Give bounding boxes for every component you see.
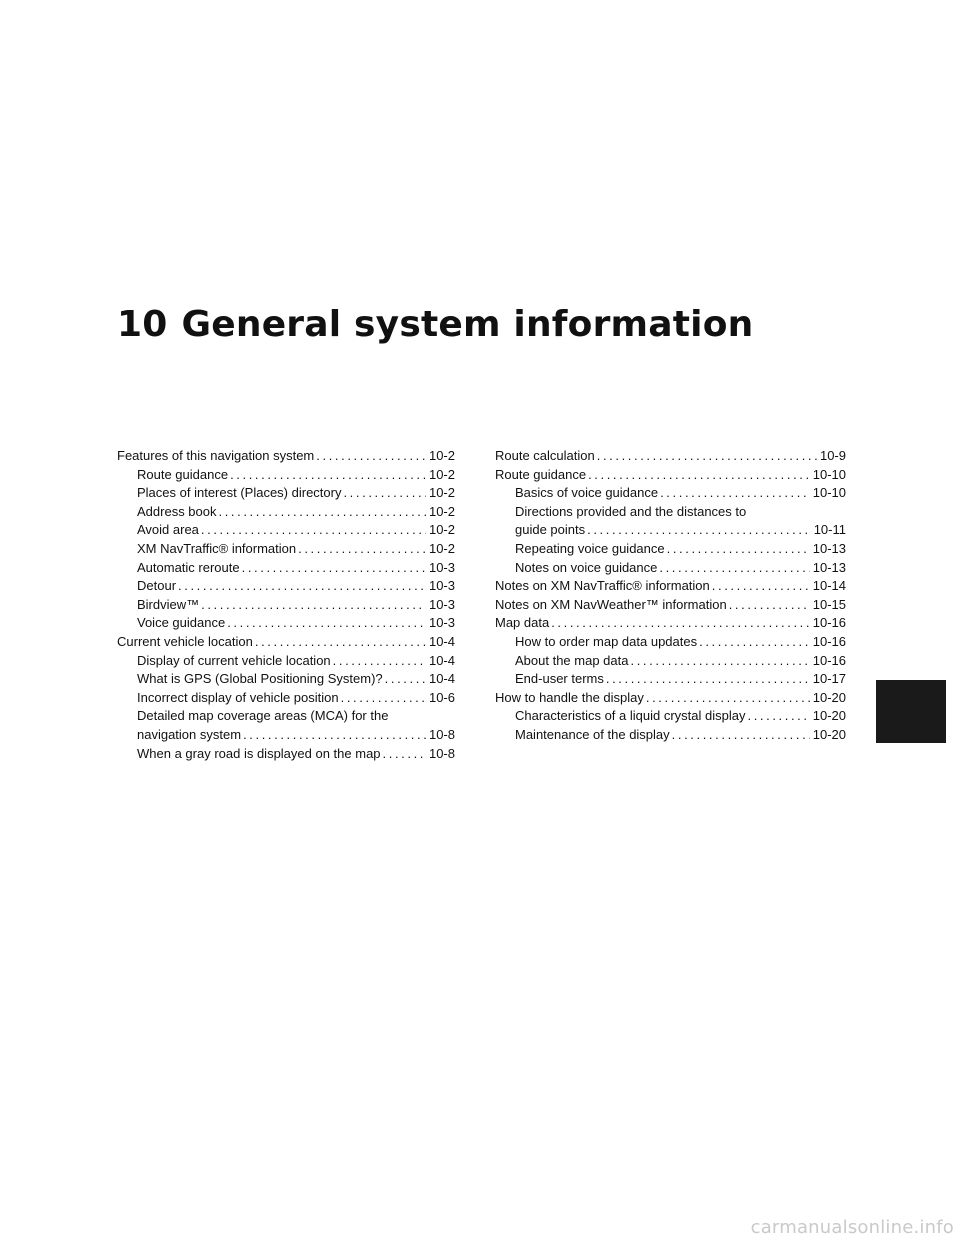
watermark: carmanualsonline.info xyxy=(750,1217,954,1238)
toc-entry[interactable] xyxy=(117,633,455,652)
toc-leader-dots xyxy=(667,540,810,559)
toc-page-number: 10-11 xyxy=(813,522,846,538)
chapter-number: 10 xyxy=(117,304,168,345)
toc-page-number: 10-4 xyxy=(428,633,455,649)
toc-leader-dots xyxy=(712,577,810,596)
toc-leader-dots xyxy=(178,577,426,596)
toc-leader-dots xyxy=(333,652,426,671)
toc-leader-dots xyxy=(588,466,810,485)
toc-page-number: 10-15 xyxy=(812,596,846,612)
toc-entry-label: Route guidance xyxy=(137,466,229,482)
toc-subentry[interactable] xyxy=(117,503,455,522)
toc-entry-label: Route guidance xyxy=(495,466,587,482)
chapter-title-text: General system information xyxy=(181,304,754,345)
toc-entry[interactable] xyxy=(495,614,846,633)
toc-page-number: 10-13 xyxy=(812,559,846,575)
toc-entry-label: Notes on XM NavTraffic® information xyxy=(495,578,710,594)
toc-entry-label: navigation system xyxy=(137,726,242,742)
toc-page-number: 10-6 xyxy=(428,689,455,705)
toc-subentry[interactable] xyxy=(495,559,846,578)
toc-leader-dots xyxy=(316,447,426,466)
toc-entry-label: Map data xyxy=(495,615,550,631)
toc-page-number: 10-2 xyxy=(428,540,455,556)
toc-page-number: 10-13 xyxy=(812,540,846,556)
toc-leader-dots xyxy=(659,559,809,578)
toc-page-number: 10-9 xyxy=(819,448,846,463)
toc-entry-label: Maintenance of the display xyxy=(515,726,670,742)
toc-leader-dots xyxy=(227,614,426,633)
toc-entry-label: Automatic reroute xyxy=(137,559,240,575)
toc-leader-dots xyxy=(219,503,426,522)
toc-subentry[interactable] xyxy=(495,521,846,540)
toc-page-number: 10-8 xyxy=(428,745,455,761)
toc-leader-dots xyxy=(341,689,426,708)
toc-leader-dots xyxy=(587,521,811,540)
toc-leader-dots xyxy=(201,521,426,540)
toc-left-column xyxy=(117,447,455,763)
toc-entry[interactable] xyxy=(495,577,846,596)
toc-page-number: 10-2 xyxy=(428,466,455,482)
toc-subentry[interactable] xyxy=(495,540,846,559)
toc-entry-label: Route calculation xyxy=(495,448,595,463)
toc-page-number: 10-10 xyxy=(812,485,846,501)
toc-entry-label: When a gray road is displayed on the map xyxy=(137,745,381,761)
toc-entry-label: How to handle the display xyxy=(495,689,644,705)
toc-entry-label: Notes on XM NavWeather™ information xyxy=(495,596,727,612)
toc-leader-dots xyxy=(298,540,426,559)
toc-entry-label: Characteristics of a liquid crystal display xyxy=(515,708,746,724)
toc-page-number: 10-3 xyxy=(428,615,455,631)
toc-subentry[interactable] xyxy=(117,521,455,540)
toc-page-number: 10-10 xyxy=(812,466,846,482)
toc-entry-label: About the map data xyxy=(515,652,629,668)
toc-leader-dots xyxy=(343,484,426,503)
toc-leader-dots xyxy=(201,596,426,615)
toc-leader-dots xyxy=(606,670,810,689)
chapter-title xyxy=(117,304,753,345)
toc-page-number: 10-16 xyxy=(812,633,846,649)
toc-entry-label-line[interactable]: Directions provided and the distances to xyxy=(515,503,747,519)
toc-leader-dots xyxy=(551,614,810,633)
toc-page-number: 10-2 xyxy=(428,503,455,519)
toc-subentry[interactable] xyxy=(117,540,455,559)
chapter-thumb-tab xyxy=(876,680,946,743)
toc-leader-dots xyxy=(385,670,426,689)
toc-entry-label: Incorrect display of vehicle position xyxy=(137,689,339,705)
toc-subentry[interactable] xyxy=(117,466,455,485)
toc-subentry[interactable] xyxy=(117,559,455,578)
toc-subentry[interactable] xyxy=(495,726,846,745)
toc-leader-dots xyxy=(747,707,809,726)
toc-leader-dots xyxy=(255,633,426,652)
toc-leader-dots xyxy=(729,596,810,615)
toc-entry-label: Avoid area xyxy=(137,522,199,538)
toc-entry-label: guide points xyxy=(515,522,586,538)
toc-subentry[interactable] xyxy=(117,596,455,615)
toc-leader-dots xyxy=(630,652,809,671)
toc-page-number: 10-4 xyxy=(428,652,455,668)
toc-page-number: 10-20 xyxy=(812,708,846,724)
toc-entry-label: What is GPS (Global Positioning System)? xyxy=(137,671,383,687)
toc-entry-label: Current vehicle location xyxy=(117,633,253,649)
toc-entry[interactable] xyxy=(495,596,846,615)
toc-subentry[interactable] xyxy=(495,633,846,652)
toc-subentry[interactable] xyxy=(117,726,455,745)
toc-page-number: 10-2 xyxy=(428,485,455,501)
toc-subentry[interactable] xyxy=(117,614,455,633)
toc-subentry[interactable] xyxy=(495,484,846,503)
toc-page-number: 10-8 xyxy=(428,726,455,742)
toc-subentry[interactable] xyxy=(117,652,455,671)
toc-page-number: 10-20 xyxy=(812,726,846,742)
toc-leader-dots xyxy=(672,726,810,745)
toc-page-number: 10-2 xyxy=(428,522,455,538)
toc-entry-label: Birdview™ xyxy=(137,596,200,612)
toc-entry[interactable] xyxy=(495,447,846,466)
toc-subentry[interactable] xyxy=(495,707,846,726)
toc-page-number: 10-3 xyxy=(428,578,455,594)
toc-page-number: 10-16 xyxy=(812,615,846,631)
toc-entry[interactable] xyxy=(495,466,846,485)
toc-subentry[interactable] xyxy=(117,745,455,764)
toc-leader-dots xyxy=(646,689,810,708)
toc-entry-label: Repeating voice guidance xyxy=(515,540,665,556)
toc-subentry[interactable] xyxy=(495,670,846,689)
toc-entry-label: XM NavTraffic® information xyxy=(137,540,297,556)
toc-entry[interactable] xyxy=(495,689,846,708)
toc-entry-label: How to order map data updates xyxy=(515,633,698,649)
toc-page-number: 10-2 xyxy=(428,448,455,463)
toc-entry-label: Address book xyxy=(137,503,217,519)
toc-entry[interactable] xyxy=(117,447,455,466)
toc-entry-label: Features of this navigation system xyxy=(117,448,315,463)
toc-page-number: 10-16 xyxy=(812,652,846,668)
toc-subentry[interactable] xyxy=(117,577,455,596)
toc-leader-dots xyxy=(243,726,426,745)
toc-entry-label: Display of current vehicle location xyxy=(137,652,331,668)
toc-page-number: 10-3 xyxy=(428,596,455,612)
toc-page-number: 10-14 xyxy=(812,578,846,594)
toc-subentry[interactable] xyxy=(495,652,846,671)
toc-entry-label: End-user terms xyxy=(515,671,604,687)
toc-page-number: 10-4 xyxy=(428,671,455,687)
toc-subentry[interactable] xyxy=(117,670,455,689)
toc-subentry[interactable] xyxy=(117,484,455,503)
toc-leader-dots xyxy=(597,447,817,466)
toc-page-number: 10-17 xyxy=(812,671,846,687)
toc-entry-label: Basics of voice guidance xyxy=(515,485,659,501)
toc-leader-dots xyxy=(383,745,426,764)
toc-page-number: 10-3 xyxy=(428,559,455,575)
toc-entry-label: Notes on voice guidance xyxy=(515,559,658,575)
toc-page-number: 10-20 xyxy=(812,689,846,705)
toc-entry-label: Voice guidance xyxy=(137,615,226,631)
toc-leader-dots xyxy=(230,466,426,485)
toc-leader-dots xyxy=(242,559,426,578)
toc-entry-label: Detour xyxy=(137,578,177,594)
toc-leader-dots xyxy=(699,633,810,652)
toc-entry-label: Places of interest (Places) directory xyxy=(137,485,342,501)
toc-entry-label-line[interactable]: Detailed map coverage areas (MCA) for the xyxy=(137,708,389,724)
toc-right-column xyxy=(495,447,846,745)
toc-subentry[interactable] xyxy=(117,689,455,708)
toc-leader-dots xyxy=(660,484,810,503)
